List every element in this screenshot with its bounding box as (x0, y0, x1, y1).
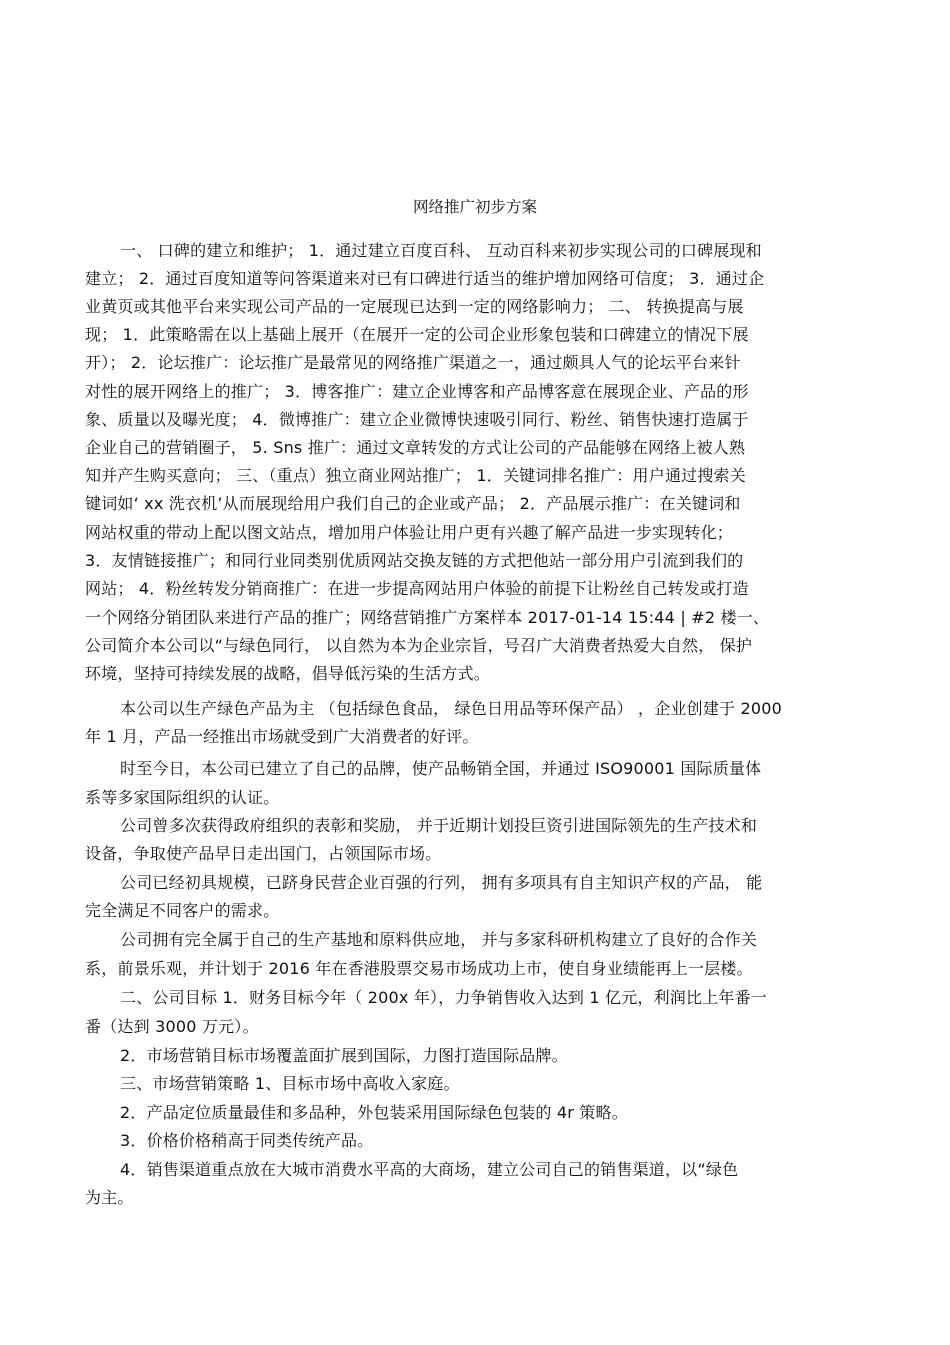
body-line: 对性的展开网络上的推广； 3．博客推广：建立企业博客和产品博客意在展现企业、产品的形 (85, 382, 749, 401)
body-line: 为主。 (85, 1188, 134, 1207)
body-line: 环境，坚持可持续发展的战略，倡导低污染的生活方式。 (85, 664, 491, 683)
body-line: 业黄页或其他平台来实现公司产品的一定展现已达到一定的网络影响力； 二、 转换提高与展 (85, 297, 744, 316)
body-line: 时至今日，本公司已建立了自己的品牌，使产品畅销全国，并通过 ISO90001 国际质量体 (120, 759, 762, 778)
body-line: 知并产生购买意向； 三、（重点）独立商业网站推广； 1．关键词排名推广：用户通过搜索关 (85, 466, 746, 485)
body-line: 一、 口碑的建立和维护； 1．通过建立百度百科、 互动百科来初步实现公司的口碑展现和 (120, 241, 762, 260)
body-line: 本公司以生产绿色产品为主 （包括绿色食品， 绿色日用品等环保产品） ，企业创建于 2000 (120, 699, 783, 718)
body-line: 网站； 4．粉丝转发分销商推广：在进一步提高网站用户体验的前提下让粉丝自己转发或打造 (85, 579, 749, 598)
body-line: 完全满足不同客户的需求。 (85, 901, 280, 920)
body-line: 2．市场营销目标市场覆盖面扩展到国际，力图打造国际品牌。 (120, 1046, 568, 1065)
body-line: 开）； 2．论坛推广：论坛推广是最常见的网络推广渠道之一，通过颇具人气的论坛平台来针 (85, 353, 741, 372)
body-line: 公司曾多次获得政府组织的表彰和奖励， 并于近期计划投巨资引进国际领先的生产技术和 (120, 816, 758, 835)
body-line: 公司已经初具规模，已跻身民营企业百强的行列， 拥有多项具有自主知识产权的产品， 能 (120, 873, 763, 892)
body-line: 键词如‘ xx 洗衣机’从而展现给用户我们自己的企业或产品； 2．产品展示推广：在关键词和 (85, 494, 741, 513)
document-title: 网络推广初步方案 (412, 198, 537, 216)
body-line: 象、质量以及曝光度； 4．微博推广：建立企业微博快速吸引同行、粉丝、销售快速打造属于 (85, 410, 749, 429)
body-line: 系，前景乐观，并计划于 2016 年在香港股票交易市场成功上市，使自身业绩能再上一层楼。 (85, 959, 753, 978)
body-line: 3．友情链接推广；和同行业同类别优质网站交换友链的方式把他站一部分用户引流到我们的 (85, 551, 744, 570)
body-line: 公司拥有完全属于自己的生产基地和原料供应地， 并与多家科研机构建立了良好的合作关 (120, 930, 758, 949)
body-line: 2．产品定位质量最佳和多品种，外包装采用国际绿色包装的 4r 策略。 (120, 1103, 628, 1122)
body-line: 设备，争取使产品早日走出国门，占领国际市场。 (85, 844, 442, 863)
body-line: 企业自己的营销圈子， 5. Sns 推广：通过文章转发的方式让公司的产品能够在网络上被人熟 (85, 438, 746, 457)
body-line: 年 1 月，产品一经推出市场就受到广大消费者的好评。 (85, 727, 479, 746)
body-line: 3．价格价格稍高于同类传统产品。 (120, 1131, 374, 1150)
body-line: 一个网络分销团队来进行产品的推广；网络营销推广方案样本 2017-01-14 15:44 | #2 楼一、 (85, 608, 770, 627)
body-line: 公司简介本公司以“与绿色同行， 以自然为本为企业宗旨，号召广大消费者热爱大自然， 保护 (85, 636, 753, 655)
body-line: 番（达到 3000 万元）。 (85, 1017, 259, 1036)
body-line: 网站权重的带动上配以图文站点，增加用户体验让用户更有兴趣了解产品进一步实现转化； (85, 523, 734, 542)
body-line: 4．销售渠道重点放在大城市消费水平高的大商场，建立公司自己的销售渠道，以“绿色 (120, 1160, 739, 1179)
body-line: 三、市场营销策略 1、目标市场中高收入家庭。 (120, 1074, 460, 1093)
body-line: 建立； 2．通过百度知道等问答渠道来对已有口碑进行适当的维护增加网络可信度； 3．通过企 (85, 269, 765, 288)
body-line: 二、公司目标 1．财务目标今年（ 200x 年），力争销售收入达到 1 亿元，利润比上年番一 (120, 988, 767, 1007)
body-line: 现； 1．此策略需在以上基础上展开（在展开一定的公司企业形象包装和口碑建立的情况下展 (85, 325, 749, 344)
body-line: 系等多家国际组织的认证。 (85, 788, 280, 807)
